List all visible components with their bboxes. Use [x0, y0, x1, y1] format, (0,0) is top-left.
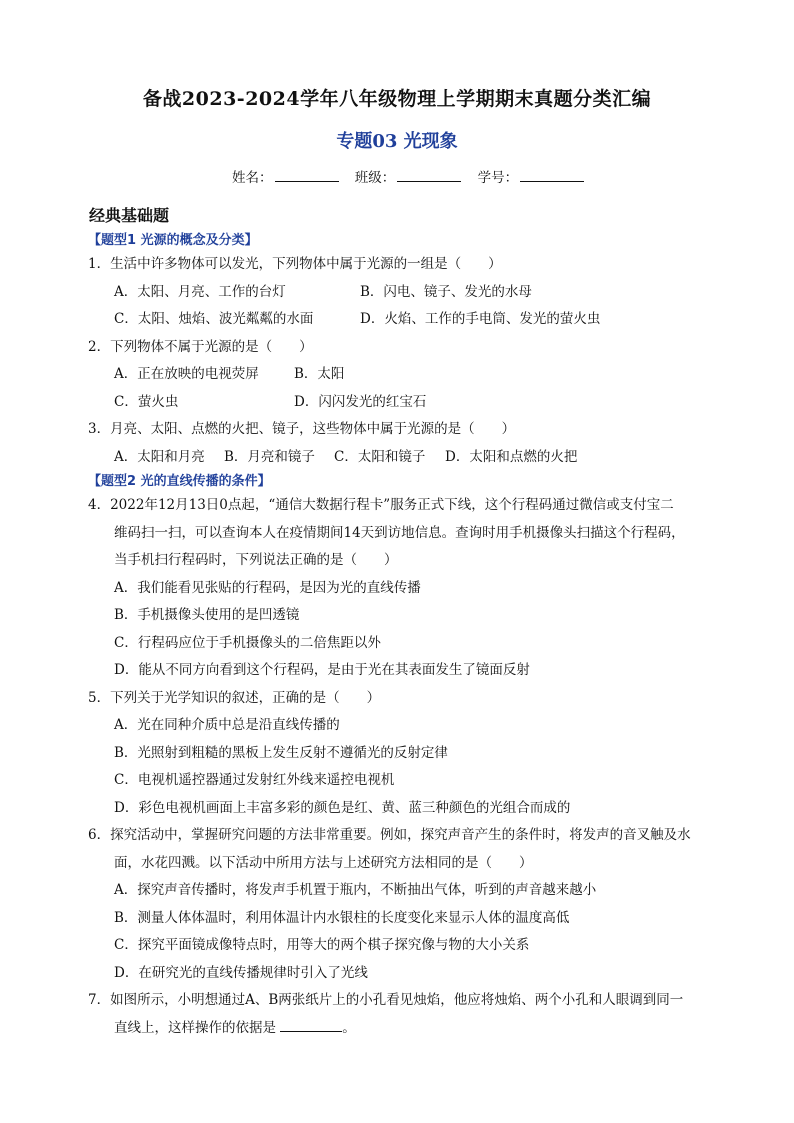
option-b[interactable]: B．闪电、镜子、发光的水母 — [360, 283, 532, 300]
option-b[interactable]: B．太阳 — [294, 366, 345, 382]
topic-heading-1: 【题型1 光源的概念及分类】 — [88, 233, 258, 248]
option-c[interactable]: C．行程码应位于手机摄像头的二倍焦距以外 — [114, 634, 381, 651]
option-a[interactable]: A．正在放映的电视荧屏 — [114, 366, 259, 382]
page-title: 备战2023-2024学年八年级物理上学期期末真题分类汇编 — [142, 88, 652, 110]
question-stem: 7．如图所示，小明想通过A、B两张纸片上的小孔看见烛焰，他应将烛焰、两个小孔和人眼调到同一 — [88, 992, 684, 1008]
question-stem: 3．月亮、太阳、点燃的火把、镜子，这些物体中属于光源的是（ ） — [88, 421, 516, 437]
question-2 — [88, 334, 718, 417]
option-c[interactable]: C．探究平面镜成像特点时，用等大的两个棋子探究像与物的大小关系 — [114, 937, 530, 953]
option-a[interactable]: A．我们能看见张贴的行程码，是因为光的直线传播 — [114, 579, 421, 596]
option-row — [88, 361, 718, 389]
question-1 — [88, 251, 718, 334]
question-4 — [88, 492, 718, 685]
option-row — [88, 444, 718, 472]
option-d[interactable]: D．能从不同方向看到这个行程码，是由于光在其表面发生了镜面反射 — [114, 662, 530, 678]
question-list — [88, 230, 718, 1042]
option-row — [88, 389, 718, 417]
option-a[interactable]: A．光在同种介质中总是沿直线传播的 — [114, 717, 340, 733]
question-stem: 6．探究活动中，掌握研究问题的方法非常重要。例如，探究声音产生的条件时，将发声的音叉触及水 — [88, 827, 691, 843]
option-d[interactable]: D．太阳和点燃的火把 — [445, 448, 578, 465]
question-stem-cont — [88, 1015, 718, 1043]
option-c[interactable]: C．萤火虫 — [114, 393, 179, 410]
option-row — [88, 279, 718, 307]
option-d[interactable]: D．彩色电视机画面上丰富多彩的颜色是红、黄、蓝三种颜色的光组合而成的 — [114, 799, 571, 816]
option-c[interactable]: C．太阳和镜子 — [334, 448, 426, 465]
stem-text: 直线上，这样操作的依据是 — [114, 1019, 281, 1036]
option-row — [88, 306, 718, 334]
question-stem-cont: 维码扫一扫，可以查询本人在疫情期间14天到访地信息。查询时用手机摄像头扫描这个行程码， — [114, 524, 685, 541]
class-label: 班级： — [354, 170, 396, 186]
question-stem: 5．下列关于光学知识的叙述，正确的是（ ） — [88, 689, 381, 706]
question-stem-cont: 面，水花四溅。以下活动中所用方法与上述研究方法相同的是（ ） — [114, 854, 533, 871]
option-d[interactable]: D．闪闪发光的红宝石 — [294, 393, 427, 410]
topic-heading-2: 【题型2 光的直线传播的条件】 — [88, 474, 271, 489]
answer-blank[interactable] — [280, 1017, 342, 1032]
question-6 — [88, 822, 718, 987]
option-b[interactable]: B．光照射到粗糙的黑板上发生反射不遵循光的反射定律 — [114, 744, 448, 761]
student-info — [232, 166, 596, 186]
id-label: 学号： — [477, 170, 519, 186]
question-stem: 2．下列物体不属于光源的是（ ） — [88, 338, 313, 355]
question-stem-cont: 当手机扫行程码时，下列说法正确的是（ ） — [114, 552, 398, 568]
option-d[interactable]: D．在研究光的直线传播规律时引入了光线 — [114, 964, 368, 981]
name-blank[interactable] — [275, 167, 339, 182]
question-7 — [88, 987, 718, 1042]
page-subtitle: 专题03 光现象 — [336, 131, 458, 152]
question-3 — [88, 416, 718, 471]
option-c[interactable]: C．电视机遥控器通过发射红外线来遥控电视机 — [114, 772, 395, 788]
question-5 — [88, 685, 718, 823]
stem-end: 。 — [342, 1019, 356, 1036]
section-title: 经典基础题 — [89, 206, 170, 225]
question-stem: 1．生活中许多物体可以发光，下列物体中属于光源的一组是（ ） — [88, 256, 502, 272]
option-c[interactable]: C．太阳、烛焰、波光粼粼的水面 — [114, 311, 314, 327]
id-blank[interactable] — [520, 167, 584, 182]
option-b[interactable]: B．月亮和镜子 — [224, 448, 315, 465]
class-blank[interactable] — [397, 167, 461, 182]
name-label: 姓名： — [232, 170, 273, 186]
option-b[interactable]: B．测量人体体温时，利用体温计内水银柱的长度变化来显示人体的温度高低 — [114, 909, 570, 926]
question-stem: 4．2022年12月13日0点起，“通信大数据行程卡”服务正式下线，这个行程码通过微信或支付宝二 — [88, 497, 674, 513]
option-a[interactable]: A．太阳、月亮、工作的台灯 — [114, 283, 286, 300]
option-a[interactable]: A．太阳和月亮 — [114, 448, 205, 465]
option-a[interactable]: A．探究声音传播时，将发声手机置于瓶内，不断抽出气体，听到的声音越来越小 — [114, 882, 597, 898]
option-d[interactable]: D．火焰、工作的手电筒、发光的萤火虫 — [360, 311, 601, 327]
option-b[interactable]: B．手机摄像头使用的是凹透镜 — [114, 607, 300, 623]
